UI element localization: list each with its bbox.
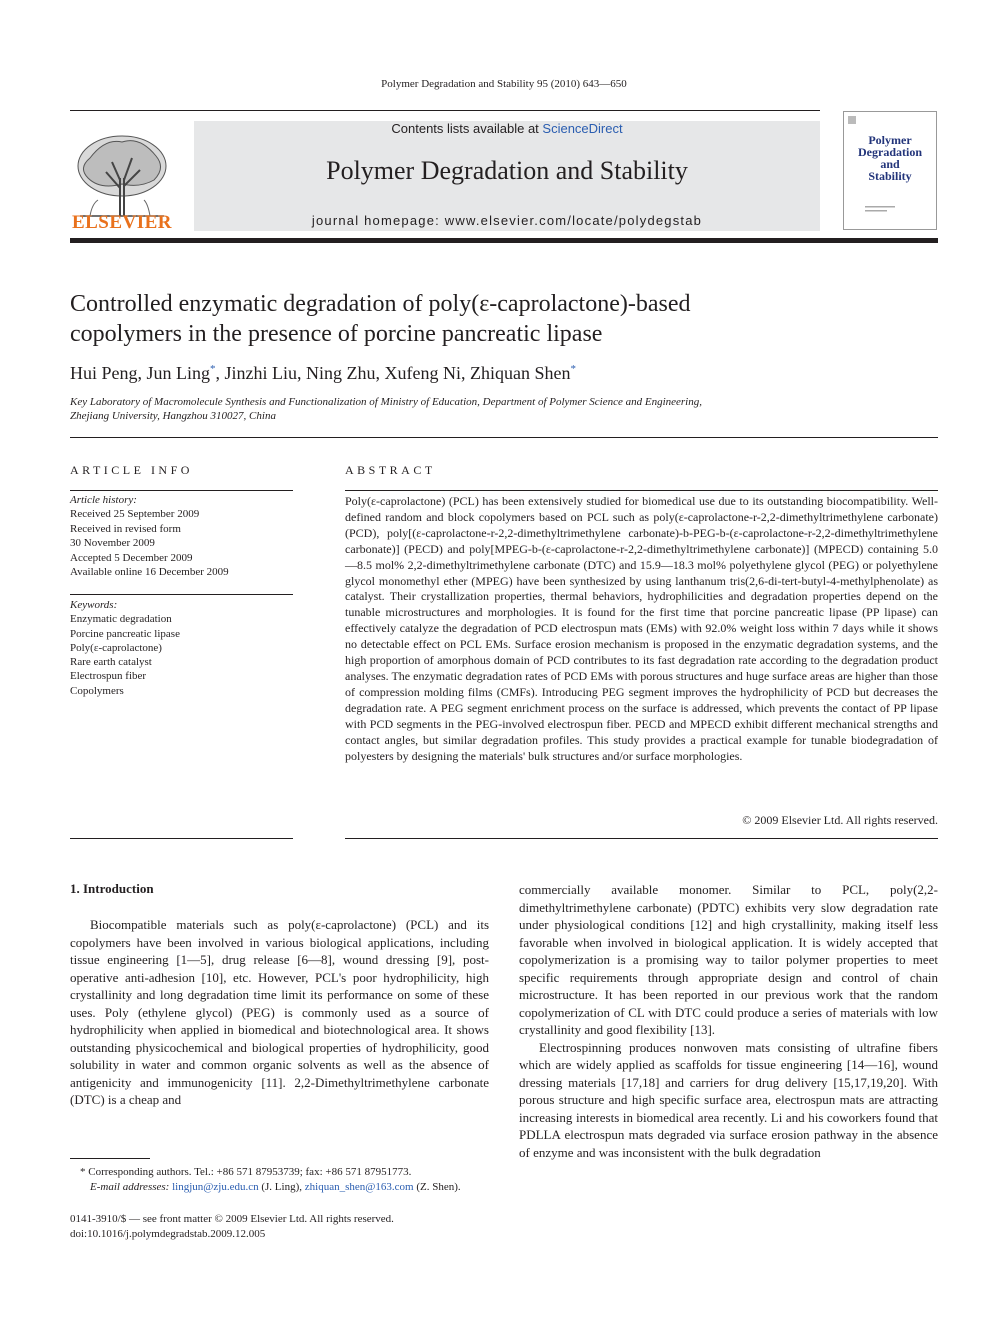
keyword: Copolymers <box>70 684 124 697</box>
author-name[interactable]: Ning Zhu <box>306 363 376 383</box>
cover-title <box>845 134 935 182</box>
article-info-rule <box>70 838 293 839</box>
history-item: Available online 16 December 2009 <box>70 566 229 579</box>
keyword: Rare earth catalyst <box>70 656 152 669</box>
affiliation-line: Zhejiang University, Hangzhou 310027, China <box>70 410 276 422</box>
issn-line: 0141-3910/$ — see front matter © 2009 Elsevier Ltd. All rights reserved. <box>70 1213 394 1225</box>
header-thick-rule <box>70 238 938 243</box>
cover-title-line: and <box>880 157 900 171</box>
elsevier-wordmark: ELSEVIER <box>71 212 173 233</box>
body-paragraph: commercially available monomer. Similar to PCL, poly(2,2-dimethyltrimethylene carbonate) (PDTC) exhibits very slow degradation rate under physiological conditions [12] and high crystallinity, making itself less favorable when involved in biological application. It is widely accepted that copolymerization is a promising way to tailor polymer properties to meet specific requirements through appropriate design and control of chain microstructure. It has been reported in our previous work that the random copolymerization of CL with DTC could produce a series of materials with low crystallinity and good flexibility [13]. <box>519 882 938 1037</box>
author-name[interactable]: Xufeng Ni <box>384 363 461 383</box>
footnote <box>70 1165 490 1195</box>
keywords-label: Keywords: <box>70 599 118 611</box>
email-note <box>70 1180 490 1195</box>
article-title <box>70 289 940 349</box>
section-title: 1. Introduction <box>70 881 154 896</box>
running-head: Polymer Degradation and Stability 95 (2010) 643—650 <box>381 78 627 90</box>
journal-name: Polymer Degradation and Stability <box>326 156 688 185</box>
cover-title-line: Polymer <box>868 133 912 147</box>
email-link[interactable]: zhiquan_shen@163.com <box>304 1181 414 1193</box>
cover-logo-icon <box>847 115 857 125</box>
author-name[interactable]: Zhiquan Shen <box>470 363 571 383</box>
doi-line[interactable]: doi:10.1016/j.polymdegradstab.2009.12.005 <box>70 1228 266 1240</box>
email-label: E-mail addresses: <box>90 1181 170 1193</box>
affiliation-line: Key Laboratory of Macromolecule Synthesis and Functionalization of Ministry of Education, Department of Polymer Science and Engineering, <box>70 396 702 408</box>
abstract-text: Poly(ε-caprolactone) (PCL) has been extensively studied for biomedical use due to its outstanding biocompatibility. Well-defined random and block copolymers based on PCL such as poly(ε-caprolactone-r-2,2-dimethyltrimethylene carbonate) (PCD), poly[(ε-caprolactone-r-2,2-dimethyltrimethylene carbonate)-b-PEG-b-(ε-caprolactone-r-2,2-dimethyltrimethylene carbonate)] (PECD) and poly[MPEG-b-(ε-caprolactone-r-2,2-dimethyltrimethylene carbonate)] (MPECD) containing 5.0—8.5 mol% 2,2-dimethyltrimethylene carbonate (DTC) and 15.9—18.3 mol% polyethylene glycol (PEG) or polyethylene glycol monomethyl ether (MPEG) have been synthesized by using lanthanum tris(2,6-di-tert-butyl-4-methylphenolate) as catalyst. Their crystallization properties, thermal behaviors, hydrophilicities and degradation properties depend on the tunable microstructures and morphologies. It is found for the first time that porcine pancreatic lipase (PP lipase) can effectively catalyze the degradation of PCD electrospun mats (EMs) with 92.0% weight loss within 7 days while it shows no detectable effect on PCL EMs. Surface erosion mechanism is proposed in the enzymatic degradation systems, and the high proportion of amorphous domain of PCD contributes to its fast degradation rate according to the degradation product analyses. The enzymatic degradation rates of PCD EMs with porous structures and huge surface areas are higher than those of compression molding films (CMFs). Introducing PEG segment improves the hydrophilicity of PCD but decreases the degradation rate. A PEG segment enrichment process on the surface is addressed, which prevents the contact of PP lipase with PCD segments in the PEG-involved electrospun fiber. PECD and MPECD exhibit different mechanical strengths and contact angles, but similar degradation profiles. This study provides a practical example for tunable biodegradation of polyesters by designing the materials' bulk structures and/or surface morphologies. <box>345 494 938 763</box>
journal-homepage[interactable]: journal homepage: www.elsevier.com/locate/polydegstab <box>311 213 703 228</box>
history-item: Accepted 5 December 2009 <box>70 551 193 564</box>
sciencedirect-link[interactable]: ScienceDirect <box>542 121 623 136</box>
keyword: Enzymatic degradation <box>70 613 172 626</box>
corresponding-mark[interactable]: * <box>570 363 576 375</box>
body-paragraph: Electrospinning produces nonwoven mats consisting of ultrafine fibers which are widely applied as scaffolds for tissue engineering [14—16], wound dressing materials [17,18] and carriers for drug delivery [15,17,19,20]. With porous structure and high specific surface area, electrospun mats are attracting increasing interests in biomedical area recently. Li and his coworkers found that PDLLA electrospun mats degraded via surface erosion pathway in the absence of enzyme and was inconsistent with the bulk degradation <box>519 1039 938 1160</box>
article-title-line: Controlled enzymatic degradation of poly(ε-caprolactone)-based <box>70 291 691 317</box>
history-label: Article history: <box>70 494 137 506</box>
contents-line <box>194 121 820 136</box>
email-owner: (J. Ling), <box>258 1181 305 1193</box>
author-name[interactable]: Hui Peng <box>70 363 138 383</box>
keyword: Porcine pancreatic lipase <box>70 627 180 640</box>
body-paragraph: Biocompatible materials such as poly(ε-caprolactone) (PCL) and its copolymers have been involved in various biological applications, including tissue engineering [1—5], drug release [6—8], wound dressing [9], post-operative anti-adhesion [10], etc. However, PCL's poor hydrophilicity, high crystallinity and long degradation time limit its performance on some of these uses. Poly (ethylene glycol) (PEG) is commonly used as a source of hydrophilicity when applied in biomedical and biotechnological area. It shows outstanding physicochemical and biological properties of hydrophilicity, good solubility in water and common organic solvents as well as the absence of antigenicity and immunogenicity [11]. 2,2-Dimethyltrimethylene carbonate (DTC) is a cheap and <box>70 917 489 1107</box>
abstract-copyright: © 2009 Elsevier Ltd. All rights reserved. <box>742 813 938 827</box>
abstract-rule <box>345 490 938 491</box>
abstract-heading: ABSTRACT <box>345 463 436 477</box>
contents-prefix: Contents lists available at <box>391 121 543 136</box>
cover-title-line: Stability <box>868 169 912 183</box>
email-owner: (Z. Shen). <box>413 1181 461 1193</box>
header-rule <box>70 110 820 111</box>
article-info-rule <box>70 594 293 595</box>
footnote-rule <box>70 1158 150 1159</box>
history-item: 30 November 2009 <box>70 537 155 550</box>
author-name[interactable]: Jun Ling <box>146 363 211 383</box>
cover-title-line: Degradation <box>858 145 922 159</box>
front-matter <box>70 1212 570 1242</box>
section-rule <box>70 437 938 438</box>
keywords <box>70 598 293 698</box>
corresponding-mark[interactable]: * <box>210 363 216 375</box>
keyword: Poly(ε-caprolactone) <box>70 641 162 654</box>
affiliation <box>70 395 940 423</box>
article-title-line: copolymers in the presence of porcine pancreatic lipase <box>70 321 603 347</box>
history-item: Received 25 September 2009 <box>70 508 200 521</box>
history-item: Received in revised form <box>70 522 181 535</box>
author-list: Hui Peng, Jun Ling*, Jinzhi Liu, Ning Zhu, Xufeng Ni, Zhiquan Shen* <box>70 363 576 383</box>
article-history <box>70 493 293 579</box>
abstract-rule <box>345 838 938 839</box>
cover-fine-print-icon <box>865 205 915 213</box>
keyword: Electrospun fiber <box>70 670 147 683</box>
body-column-right <box>519 881 938 1161</box>
article-info-heading: ARTICLE INFO <box>70 463 193 477</box>
article-info-rule <box>70 490 293 491</box>
body-column-left <box>70 916 489 1109</box>
email-link[interactable]: lingjun@zju.edu.cn <box>172 1181 259 1193</box>
author-name[interactable]: Jinzhi Liu <box>224 363 298 383</box>
corresponding-note: * Corresponding authors. Tel.: +86 571 87953739; fax: +86 571 87951773. <box>80 1166 412 1178</box>
